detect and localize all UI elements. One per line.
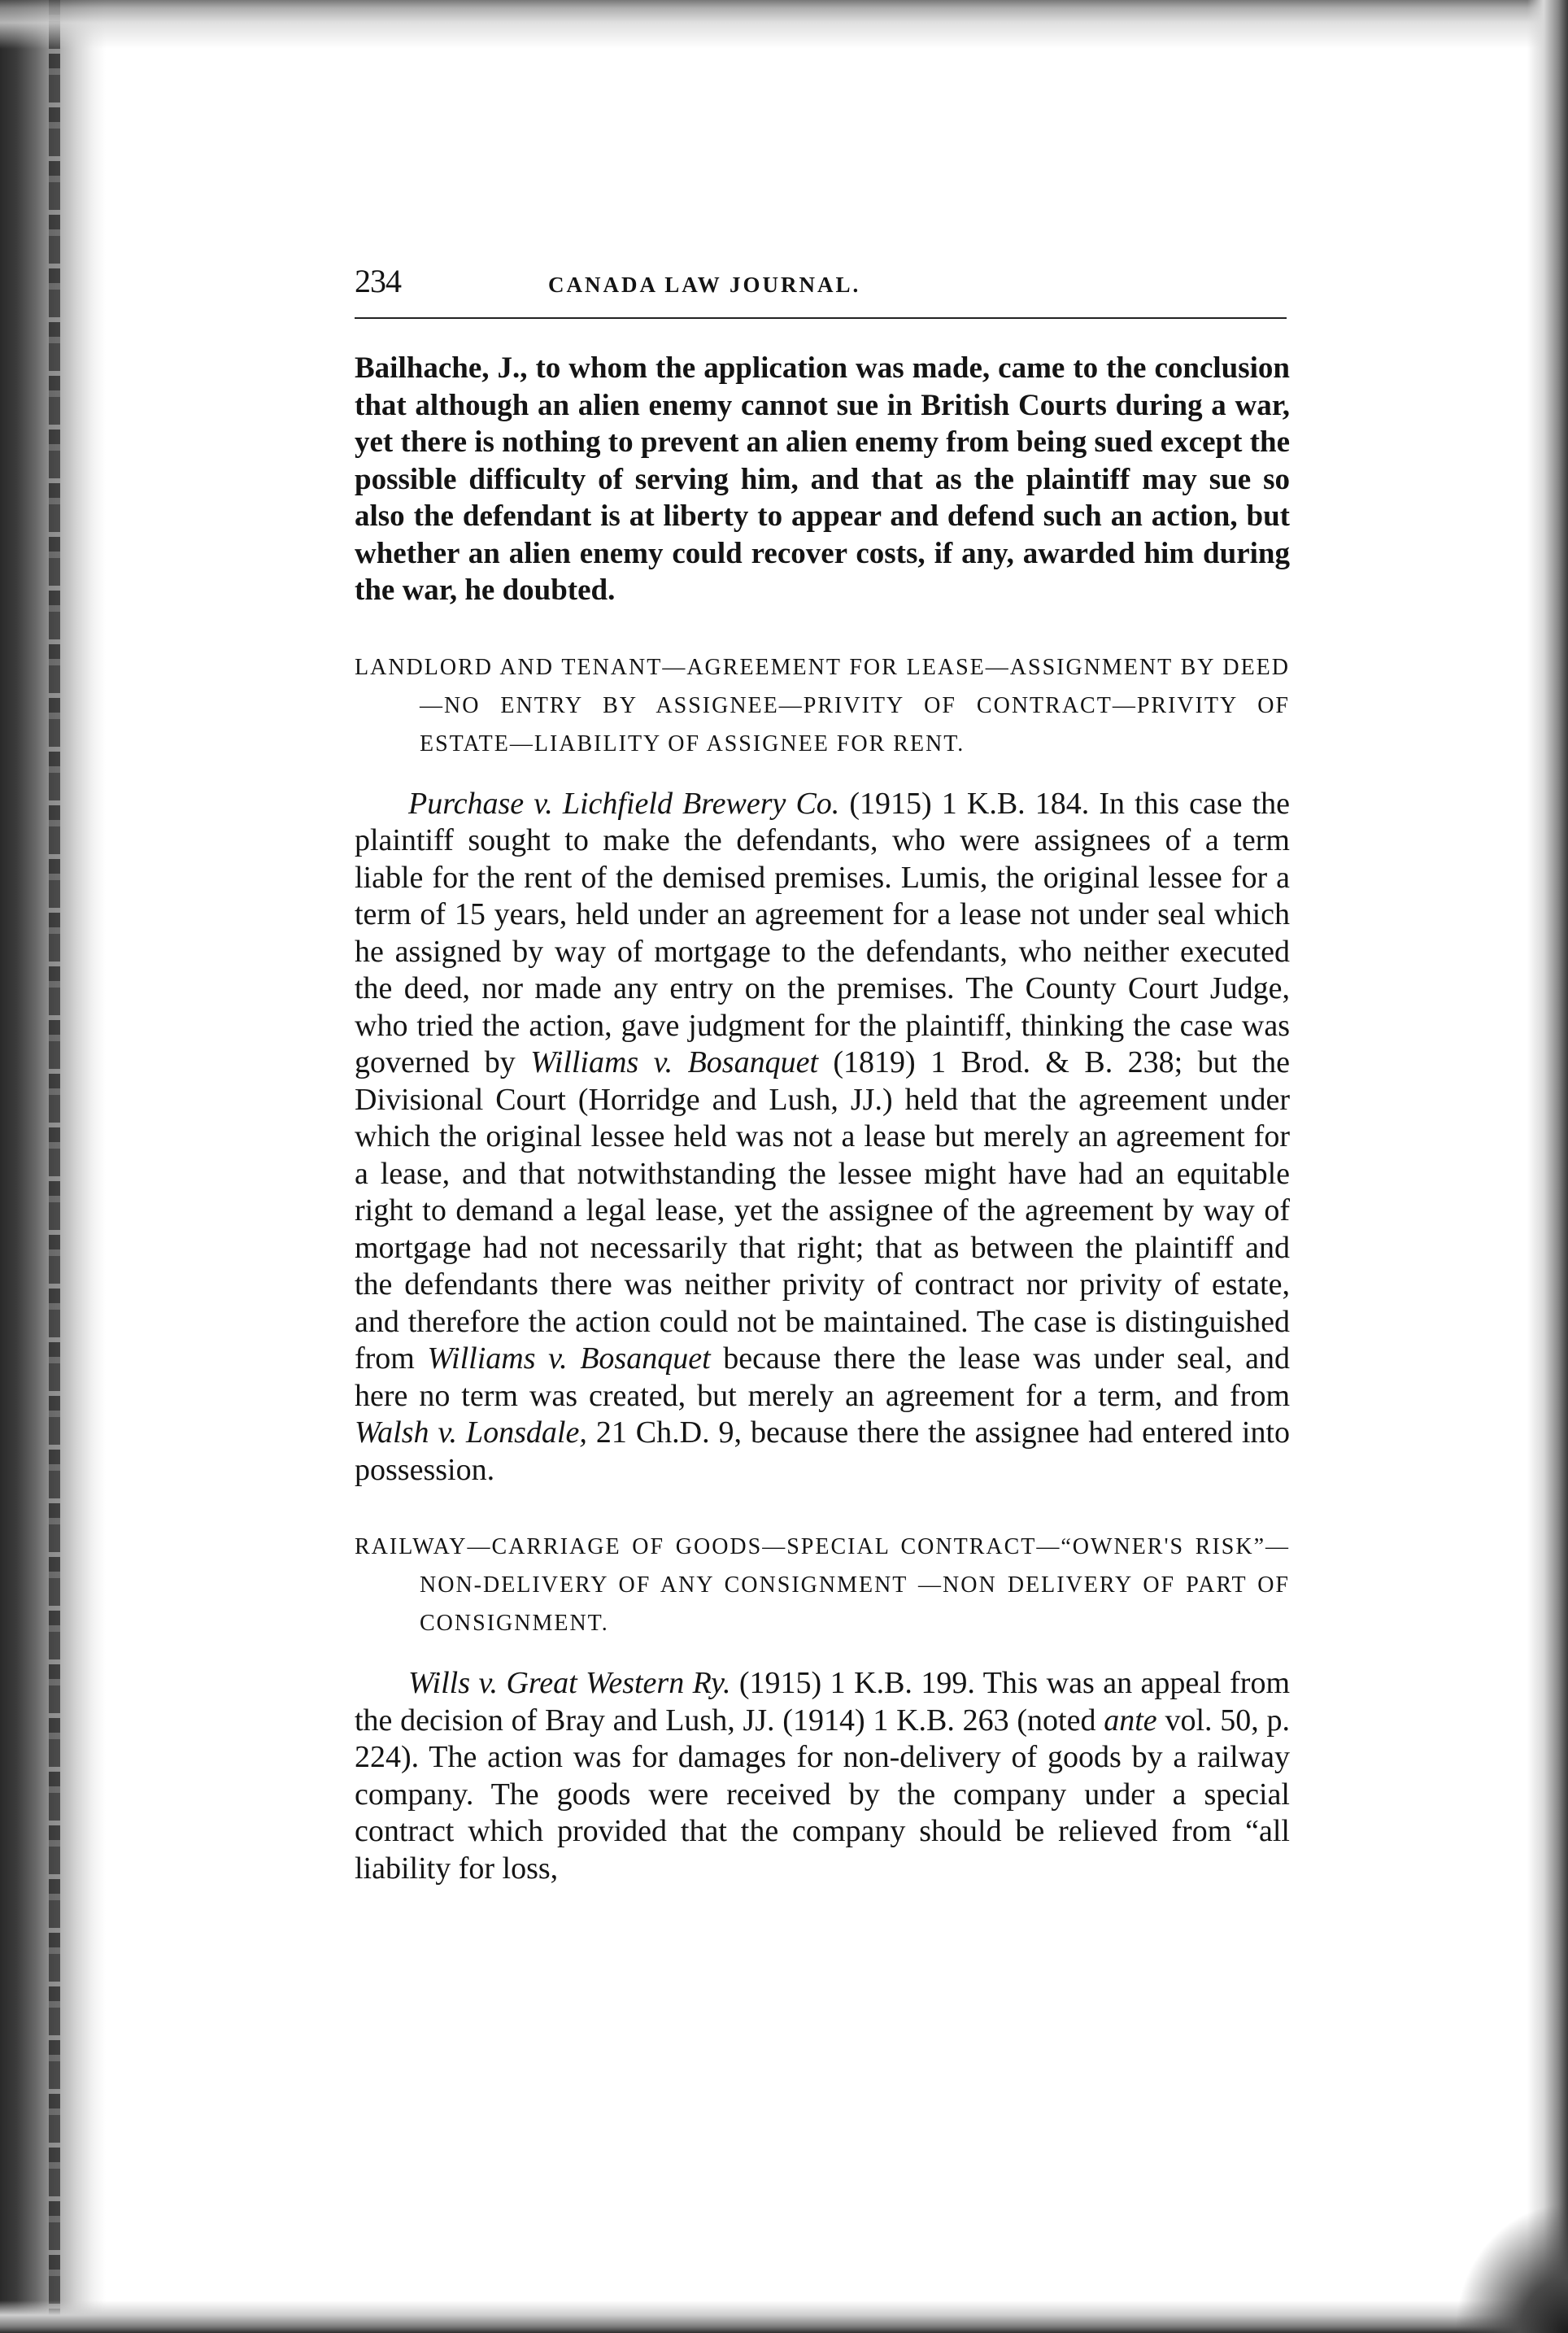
scan-corner-shadow xyxy=(1454,2203,1568,2333)
case-text: (1915) 1 K.B. 184. In this case the plaintiff sought to make the defendants, who were assignees of a term liable for the rent of the demised premises. Lumis, the original lessee for a term of 15 years, held under an agreement for a lease not under seal which he assigned by way of mortgage to the defendants, who neither executed the deed, nor made any entry on the premises. The County Court Judge, who tried the action, gave judgment for the plaintiff, thinking the case was governed by xyxy=(355,786,1291,1079)
case-text: because there the lease was under seal, and here no term was created, but merely an agreement for a term, and from xyxy=(355,1341,1290,1413)
headnote-railway: RAILWAY—CARRIAGE OF GOODS—SPECIAL CONTRACT—“OWNER'S RISK”—NON-DELIVERY OF ANY CONSIGNMENT —NON DELIVERY OF PART OF CONSIGNMENT. xyxy=(355,1534,1290,1636)
scan-binding-shadow xyxy=(49,0,60,2333)
case-summary-wills xyxy=(355,1665,1290,1887)
page-number: 234 xyxy=(355,263,401,299)
case-name: Purchase v. Lichfield Brewery Co. xyxy=(408,786,840,821)
case-text: (1819) 1 Brod. & B. 238; but the Divisional Court (Horridge and Lush, JJ.) held that the agreement under which the original lessee held was not a lease but merely an agreement for a lease, and that notwithstanding the lessee might have had an equitable right to demand a legal lease, yet the assignee of the agreement by way of mortgage had not necessarily that right; that as between the plaintiff and the defendants there was neither privity of contract nor privity of estate, and therefore the action could not be maintained. The case is distinguished from xyxy=(355,1045,1290,1376)
case-text: (1915) 1 K.B. 199. This was an appeal from the decision of Bray and Lush, JJ. (1914) 1 K.B. 263 (noted xyxy=(355,1666,1290,1738)
paragraph-continued: Bailhache, J., to whom the application was made, came to the conclusion that although an alien enemy cannot sue in British Courts during a war, yet there is nothing to prevent an alien enemy from being sued except the possible difficulty of serving him, and that as the plaintiff may sue so also the defendant is at liberty to appear and defend such an action, but whether an alien enemy could recover costs, if any, awarded him during the war, he doubted. xyxy=(355,351,1290,607)
case-citation: Walsh v. Lonsdale, xyxy=(355,1415,587,1450)
case-summary-purchase xyxy=(355,786,1290,1489)
case-text: 21 Ch.D. 9, because there the assignee had entered into possession. xyxy=(355,1415,1291,1487)
scan-right-edge xyxy=(1527,0,1568,2333)
case-name: Wills v. Great Western Ry. xyxy=(408,1666,731,1700)
case-citation: Williams v. Bosanquet xyxy=(427,1341,711,1376)
running-head xyxy=(355,262,1290,311)
scan-bottom-edge xyxy=(0,2300,1568,2333)
header-rule xyxy=(355,317,1287,319)
scan-top-edge xyxy=(0,0,1568,49)
journal-page xyxy=(355,262,1290,1918)
journal-title: CANADA LAW JOURNAL. xyxy=(548,273,861,297)
case-citation: Williams v. Bosanquet xyxy=(530,1045,818,1079)
ante-reference: ante xyxy=(1104,1703,1157,1738)
headnote-landlord-tenant: LANDLORD AND TENANT—AGREEMENT FOR LEASE—ASSIGNMENT BY DEED—NO ENTRY BY ASSIGNEE—PRIVITY OF CONTRACT—PRIVITY OF ESTATE—LIABILITY OF ASSIGNEE FOR RENT. xyxy=(355,654,1290,757)
case-text: vol. 50, p. 224). The action was for damages for non-delivery of goods by a railway company. The goods were received by the company under a special contract which provided that the company should be relieved from “all liability for loss, xyxy=(355,1703,1291,1886)
